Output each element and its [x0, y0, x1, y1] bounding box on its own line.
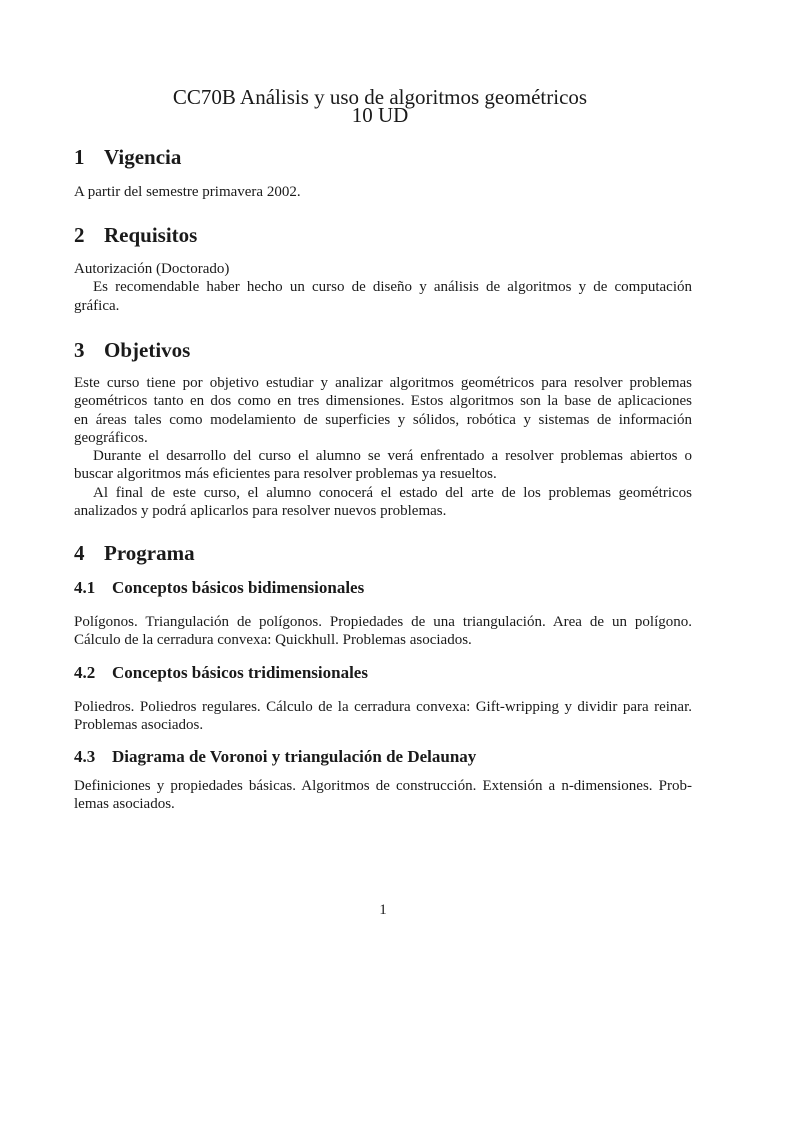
text-line: en áreas tales como modelamiento de superficies y sólidos, robótica y sistemas de información	[74, 411, 692, 428]
subsection-text	[74, 777, 692, 814]
text-line: Este curso tiene por objetivo estudiar y analizar algoritmos geométricos para resolver problemas	[74, 375, 692, 391]
subsection-number: 4.3	[74, 747, 96, 766]
text-line: Autorización (Doctorado)	[74, 261, 230, 277]
section-number: 4	[74, 541, 85, 565]
vigencia-text	[74, 183, 692, 201]
subsection-number: 4.2	[74, 663, 96, 682]
objetivos-text	[74, 374, 692, 520]
subsection-heading	[74, 578, 364, 598]
text-line: Es recomendable haber hecho un curso de diseño y análisis de algoritmos y de computación	[93, 279, 692, 296]
text-line: geométricos tanto en dos como en tres dimensiones. Estos algoritmos son la base de aplicaciones	[74, 393, 692, 410]
subsection-text	[74, 698, 692, 735]
document-title: CC70B Análisis y uso de algoritmos geométricos	[172, 85, 588, 109]
subsection-text	[74, 613, 692, 650]
section-number: 3	[74, 338, 85, 362]
text-line: gráfica.	[74, 297, 120, 314]
requisitos-text	[74, 260, 692, 315]
text-line: Problemas asociados.	[74, 717, 204, 734]
text-line: A partir del semestre primavera 2002.	[74, 184, 301, 200]
text-line: Poliedros. Poliedros regulares. Cálculo de la cerradura convexa: Gift-wripping y dividir para reinar.	[74, 699, 692, 715]
section-title: Objetivos	[104, 338, 191, 362]
text-line: lemas asociados.	[74, 796, 175, 813]
text-line: analizados y podrá aplicarlos para resolver nuevos problemas.	[74, 503, 447, 520]
section-title: Requisitos	[104, 223, 198, 247]
document-units: 10 UD	[351, 103, 409, 127]
section-heading-requisitos	[74, 223, 197, 247]
section-title: Programa	[104, 541, 195, 565]
subsection-heading	[74, 663, 368, 683]
section-number: 1	[74, 145, 85, 169]
text-line: Polígonos. Triangulación de polígonos. Propiedades de una triangulación. Area de un polígono.	[74, 614, 692, 630]
text-line: Durante el desarrollo del curso el alumno se verá enfrentado a resolver problemas abiertos o	[93, 448, 692, 465]
text-line: buscar algoritmos más eficientes para resolver problemas ya resueltos.	[74, 466, 497, 483]
section-title: Vigencia	[104, 145, 182, 169]
text-line: Definiciones y propiedades básicas. Algoritmos de construcción. Extensión a n-dimensiones. Prob-	[74, 778, 692, 794]
section-heading-programa	[74, 541, 195, 565]
page-number: 1	[379, 902, 387, 918]
subsection-title: Conceptos básicos tridimensionales	[112, 663, 368, 682]
section-heading-objetivos	[74, 338, 190, 362]
subsection-title: Diagrama de Voronoi y triangulación de Delaunay	[112, 747, 477, 766]
text-line: Cálculo de la cerradura convexa: Quickhull. Problemas asociados.	[74, 632, 472, 649]
subsection-number: 4.1	[74, 578, 96, 597]
subsection-title: Conceptos básicos bidimensionales	[112, 578, 365, 597]
text-line: Al final de este curso, el alumno conocerá el estado del arte de los problemas geométricos	[93, 484, 692, 501]
section-heading-vigencia	[74, 145, 181, 169]
section-number: 2	[74, 223, 85, 247]
text-line: geográficos.	[74, 429, 148, 446]
subsection-heading	[74, 747, 476, 767]
